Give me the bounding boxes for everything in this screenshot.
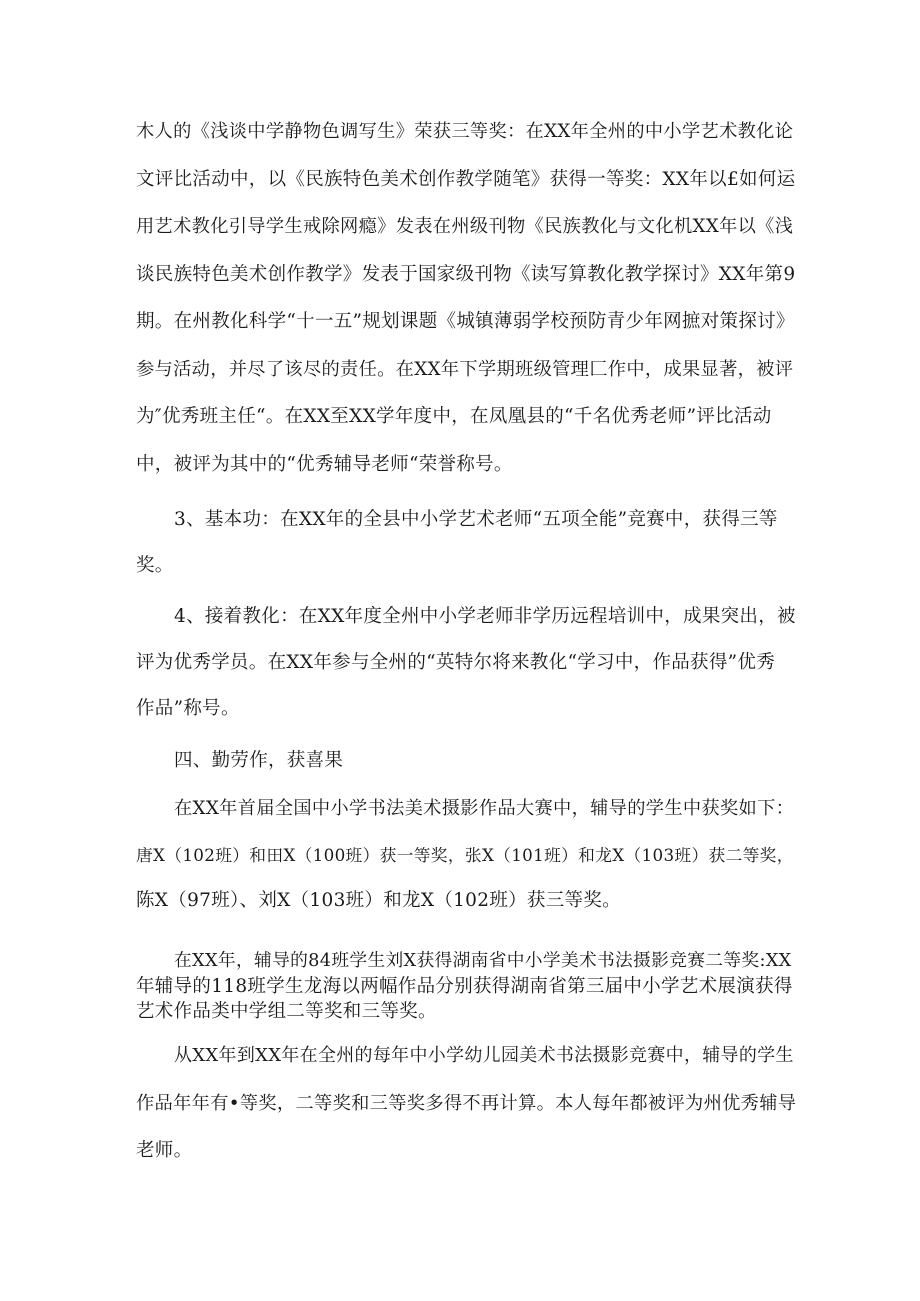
text-line: 陈X（97班）、刘X（103班）和龙X（102班）获三等奖。 — [136, 890, 621, 911]
text-line: 从XX年到XX年在全州的每年中小学幼儿园美术书法摄影竞赛中，辅导的学生 — [174, 1045, 794, 1066]
paragraph-continuing-education — [136, 594, 796, 732]
paragraph-annual — [136, 1032, 796, 1175]
text-line: 奖。 — [136, 555, 174, 576]
text-line: 为″优秀班主任“。在XX至XX学年度中，在凤凰县的“千名优秀老师”评比活动 — [136, 406, 772, 427]
text-line: 谈民族特色美术创作教学》发表于国家级刊物《读写算教化教学探讨》XX年第9 — [136, 263, 796, 285]
section-heading — [136, 738, 796, 784]
text-line: 作品”称号。 — [136, 698, 240, 719]
text-line: 评为优秀学员。在XX年参与全州的“英特尔将来教化“学习中，作品获得”优秀 — [136, 652, 776, 673]
text-line: 期。在州教化科学“十一五”规划课题《城镇薄弱学校预防青少年网摭对策探讨》 — [136, 311, 795, 332]
text-line: 在XX年首届全国中小学书法美术摄影作品大赛中，辅导的学生中获奖如下： — [174, 798, 795, 819]
text-line: 木人的《浅谈中学静物色调写生》荣获三等奖：在XX年全州的中小学艺术教化论 — [136, 121, 794, 142]
text-line: 作品年年有•等奖，二等奖和三等奖多得不再计算。本人每年都被评为州优秀辅导 — [136, 1092, 797, 1114]
text-line: 参与活动，并尽了该尽的责任。在XX年下学期班级管理匚作中，成果显著，被评 — [136, 358, 794, 380]
text-line: 艺术作品类中学组二等奖和三等奖。 — [136, 1001, 437, 1022]
text-line: 在XX年，辅导的84班学生刘X获得湖南省中小学美术书法摄影竞赛二等奖:XX — [174, 951, 792, 971]
section-heading-text: 四、勤劳作，获喜果 — [174, 750, 344, 771]
text-line: 4、接着教化：在XX年度全州中小学老师非学历远程培训中，成果突出，被 — [174, 606, 796, 627]
text-line: 唐X（102班）和田X（100班）获一等奖，张X（101班）和龙X（103班）获二等奖， — [136, 845, 794, 865]
text-line: 中，被评为其中的“优秀辅导老师“荣誉称号。 — [136, 453, 513, 475]
text-line: 老师。 — [136, 1140, 193, 1161]
paragraph-awards — [136, 108, 796, 488]
text-line: 文评比活动中，以《民族特色美术创作教学随笔》获得一等奖：XX年以£如何运 — [136, 168, 796, 190]
text-line: 年辅导的118班学生龙海以两幅作品分别获得湖南省第三届中小学艺术展演获得 — [136, 976, 793, 997]
text-line: 用艺术教化引导学生戒除网瘾》发表在州级刊物《民族教化与文化机XX年以《浅 — [136, 216, 794, 237]
paragraph-basic-skill — [136, 497, 796, 589]
text-line: 3、基本功：在XX年的全县中小学艺术老师“五项全能”竞赛中，获得三等 — [174, 509, 778, 530]
paragraph-contest — [136, 786, 796, 924]
paragraph-hunan — [136, 949, 796, 1024]
